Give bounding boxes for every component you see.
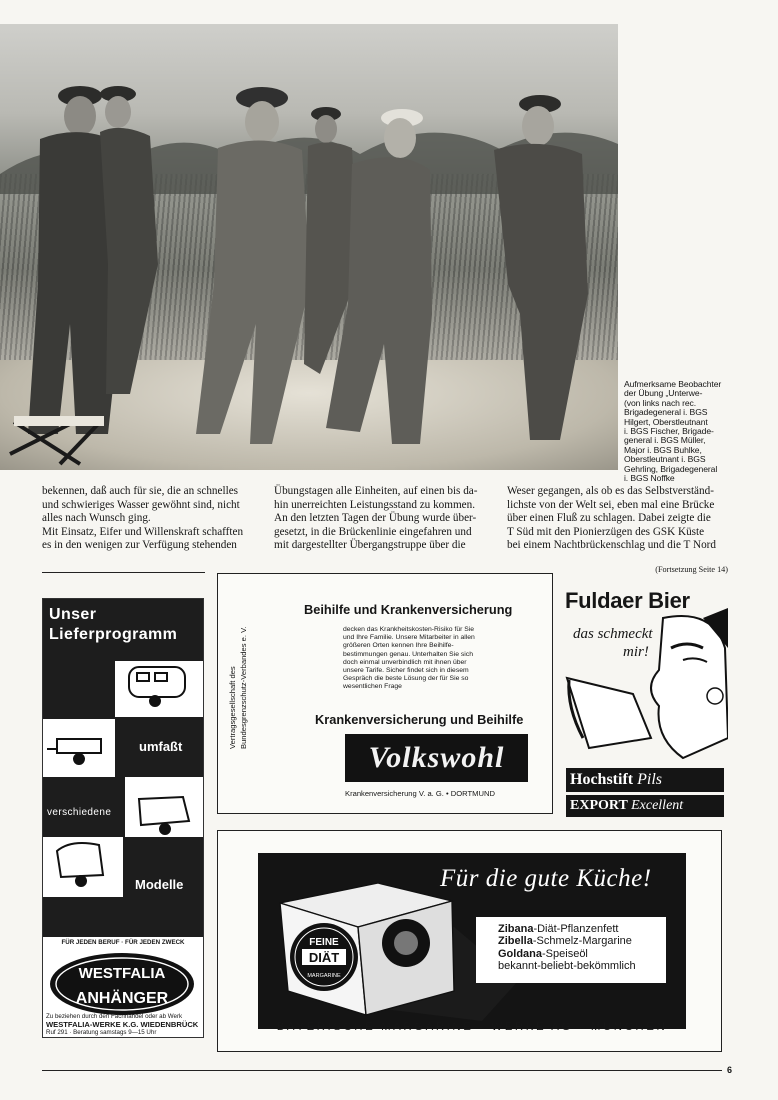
ad-volkswohl: [217, 573, 553, 814]
caption-line: i. BGS Fischer, Brigade-: [624, 426, 714, 437]
continuation-note: (Fortsetzung Seite 14): [655, 565, 728, 574]
article-line: und schwieriges Wasser gewöhnt sind, nicht: [42, 498, 240, 511]
caption-line: Major i. BGS Buhlke,: [624, 444, 702, 455]
product-desc: -Speiseöl: [542, 947, 588, 960]
westfalia-foot-line: Ruf 291 · Beratung samstags 9—15 Uhr: [46, 1029, 157, 1037]
fuldaer-slogan: das schmeckt: [573, 626, 653, 642]
volkswohl-body-line: bestimmungen genau. Unterhalten Sie sich: [343, 650, 473, 658]
fuldaer-band-script: Pils: [637, 771, 662, 788]
fuldaer-band-text: Hochstift: [570, 771, 634, 788]
box-line3: MARGARINE: [307, 973, 341, 979]
fuldaer-band-script: Excellent: [631, 798, 684, 813]
volkswohl-logo: Volkswohl: [345, 734, 528, 782]
volkswohl-footer: Krankenversicherung V. a. G. • DORTMUND: [345, 789, 495, 798]
article-line: lichste von der Welt sei, eben mal eine Brücke: [507, 498, 715, 511]
westfalia-brand-top: WESTFALIA: [78, 965, 166, 982]
product-name: Goldana: [498, 947, 543, 960]
ad-westfalia: [42, 598, 204, 1038]
article-line: bekennen, daß auch für sie, die an schnelles: [42, 485, 239, 497]
article-line: Weser gegangen, als ob es das Selbstverständ-: [507, 485, 714, 497]
westfalia-foot-line: Zu beziehen durch den Fachhandel oder ab Werk: [46, 1013, 183, 1020]
page-number: 6: [727, 1065, 733, 1075]
product-name: Zibana: [498, 923, 534, 935]
article-line: mit dargestellter Übergangstruppe über die: [274, 539, 466, 552]
volkswohl-body-line: größeren Orten kennen Ihre Beihilfe-: [343, 642, 454, 650]
caption-line: Gehrling, Brigadegeneral: [624, 463, 718, 474]
volkswohl-body-line: und Ihre Familie. Unsere Mitarbeiter in allen: [343, 634, 475, 642]
fuldaer-slogan: mir!: [623, 644, 649, 660]
westfalia-title-line: Unser: [49, 606, 97, 623]
ad-fuldaer: [563, 588, 728, 820]
news-photo: [0, 24, 618, 470]
westfalia-foot-line: WESTFALIA-WERKE K.G. WIEDENBRÜCK: [46, 1020, 199, 1030]
divider-rule: [42, 1070, 722, 1071]
caption-line: der Übung „Unterwe-: [624, 388, 703, 399]
caption-line: Oberstleutnant i. BGS: [624, 454, 706, 465]
westfalia-word-verschiedene: verschiedene: [47, 807, 112, 818]
volkswohl-body-line: decken das Krankheitskosten-Risiko für Sie: [343, 626, 475, 633]
divider-rule: [42, 572, 205, 573]
volkswohl-body-line: wesentlichen Frage: [343, 683, 402, 691]
box-line2: DIÄT: [308, 950, 340, 965]
westfalia-title-line: Lieferprogramm: [49, 626, 178, 643]
article-column-2: [274, 485, 498, 553]
caption-line: Aufmerksame Beobachter: [624, 379, 722, 389]
westfalia-brand-bottom: ANHÄNGER: [75, 990, 169, 1007]
fuldaer-brand: Fuldaer Bier: [565, 588, 690, 613]
caption-line: i. BGS Noffke: [624, 473, 675, 484]
westfalia-checkerboard: [43, 599, 203, 937]
article-line: gesetzt, in die Brückenlinie eingefahren und: [274, 525, 472, 538]
westfalia-footer: [43, 1013, 203, 1037]
article-line: über einen Fluß zu schlagen. Dabei zeigte die: [507, 512, 711, 525]
volkswohl-body-line: Gespräch die beste Lösung der für Sie so: [343, 675, 469, 683]
volkswohl-vertical-line: Bundesgrenzschutz-Verbandes e. V.: [239, 626, 248, 749]
article-line: es in den wenigen zur Verfügung stehenden: [42, 539, 237, 552]
article-text: [42, 485, 732, 565]
photo-caption: [624, 380, 752, 483]
article-column-1: [42, 485, 266, 553]
article-line: An den letzten Tagen der Übung wurde über-: [274, 512, 477, 525]
fuldaer-band-text: EXPORT: [570, 798, 628, 813]
margarine-product-card: [476, 917, 666, 983]
volkswohl-body-line: unsere Tarife. Sicher findet sich in diesem: [343, 667, 469, 675]
article-line: Mit Einsatz, Eifer und Willenskraft schafften: [42, 525, 244, 538]
caption-line: general i. BGS Müller,: [624, 435, 706, 446]
product-line: [498, 935, 666, 947]
caption-line: Brigadegeneral i. BGS: [624, 407, 708, 418]
fuldaer-band-export: [566, 795, 724, 817]
margarine-slogan: Für die gute Küche!: [440, 865, 652, 892]
fuldaer-illustration: [563, 588, 728, 768]
fuldaer-band-hochstift: [566, 768, 724, 792]
westfalia-word-modelle: Modelle: [135, 877, 184, 892]
product-line: [498, 948, 666, 960]
article-column-3: [507, 485, 731, 553]
article-line: Übungstagen alle Einheiten, auf einen bis da-: [274, 485, 478, 497]
caption-line: Hilgert, Oberstleutnant: [624, 416, 708, 427]
article-line: hin unerreichten Leistungsstand zu kommen.: [274, 498, 476, 511]
westfalia-logo: [47, 951, 197, 1017]
volkswohl-subheading: Krankenversicherung und Beihilfe: [315, 712, 524, 727]
volkswohl-heading: Beihilfe und Krankenversicherung: [304, 602, 513, 617]
product-line: [498, 923, 666, 935]
box-line1: FEINE: [309, 937, 339, 948]
product-claim: bekannt-beliebt-bekömmlich: [498, 960, 636, 973]
westfalia-tagline: FÜR JEDEN BERUF · FÜR JEDEN ZWECK: [61, 939, 185, 946]
article-line: bei einem Nachtbrückenschlag und die T Nord: [507, 539, 716, 552]
product-desc: -Diät-Pflanzenfett: [533, 923, 619, 935]
westfalia-title: [49, 605, 177, 645]
margarine-footer: BAYERISCHE MARGARINE - WERKE AG · MÜNCHEN: [276, 1021, 668, 1033]
volkswohl-vertical-line: Vertragsgesellschaft des: [228, 666, 237, 749]
volkswohl-body: [343, 626, 518, 692]
volkswohl-body-line: doch einmal unverbindlich mit ihnen über: [343, 658, 467, 666]
product-name: Zibella: [498, 935, 533, 948]
ad-margarine: [217, 830, 722, 1052]
product-desc: -Schmelz-Margarine: [532, 935, 632, 948]
caption-line: (von links nach rec.: [624, 397, 697, 408]
westfalia-word-umfasst: umfaßt: [139, 739, 183, 754]
article-line: alles nach Wunsch ging.: [42, 512, 151, 525]
volkswohl-vertical-text: [226, 584, 256, 804]
photo-figures: [0, 24, 618, 470]
article-line: T Süd mit den Pionierzügen des GSK Küste: [507, 525, 705, 538]
